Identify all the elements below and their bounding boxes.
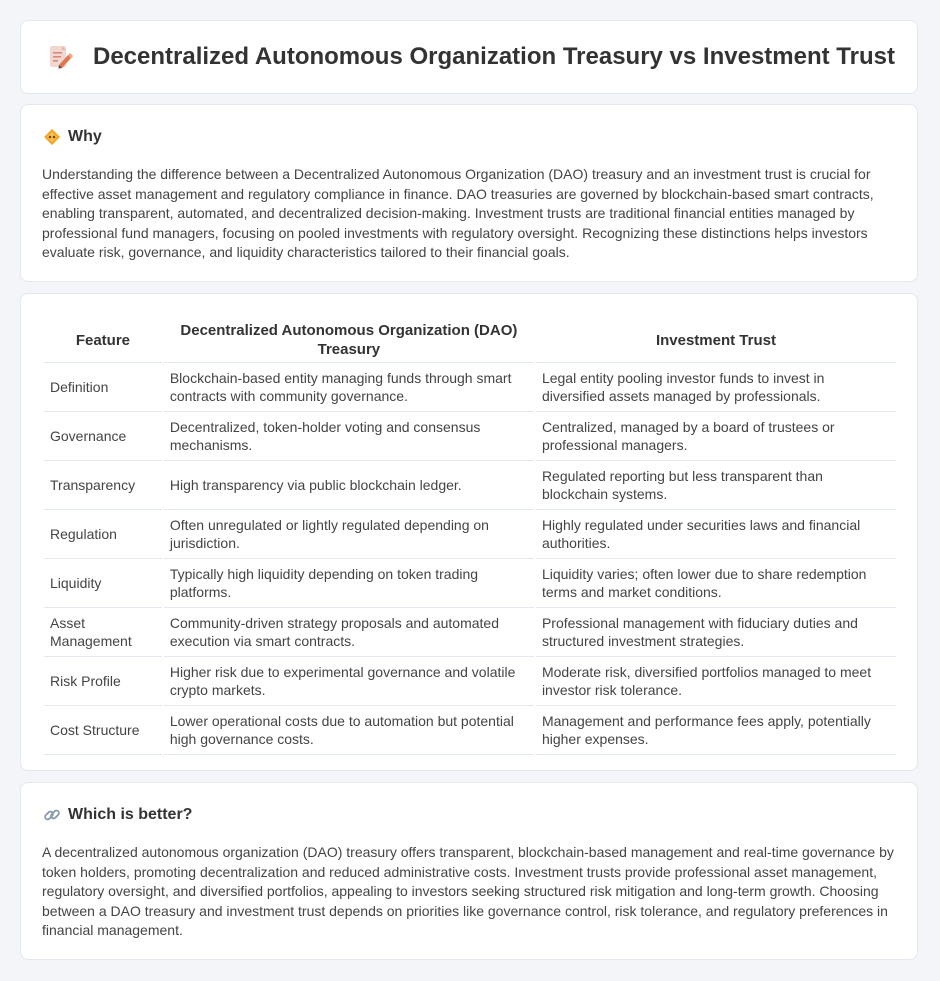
dao-cell: Community-driven strategy proposals and automated execution via smart contracts.	[164, 608, 534, 657]
feature-cell: Risk Profile	[44, 657, 162, 706]
header-dao: Decentralized Autonomous Organization (DAO) Treasury	[164, 312, 534, 363]
feature-cell: Cost Structure	[44, 706, 162, 755]
better-text: A decentralized autonomous organization (DAO) treasury offers transparent, blockchain-based management and real-time governance by token holders, promoting decentralization and reduced administrative costs. Investment trusts provide professional asset management, regulatory oversight, and diversified portfolios, appealing to investors seeking structured risk mitigation and long-term growth. Choosing between a DAO treasury and investment trust depends on priorities like governance control, risk tolerance, and regulatory preferences in financial management.	[42, 844, 894, 938]
feature-cell: Transparency	[44, 461, 162, 510]
trust-cell: Legal entity pooling investor funds to invest in diversified assets managed by professionals.	[536, 363, 896, 412]
table-row	[44, 412, 896, 461]
page-title: Decentralized Autonomous Organization Treasury vs Investment Trust	[93, 43, 895, 70]
dao-cell: Often unregulated or lightly regulated depending on jurisdiction.	[164, 510, 534, 559]
header-feature: Feature	[44, 312, 162, 363]
table-row	[44, 510, 896, 559]
feature-cell: Liquidity	[44, 559, 162, 608]
why-header	[43, 128, 102, 146]
why-section	[20, 104, 918, 282]
trust-cell: Management and performance fees apply, potentially higher expenses.	[536, 706, 896, 755]
trust-cell: Regulated reporting but less transparent than blockchain systems.	[536, 461, 896, 510]
which-better-section	[20, 782, 918, 960]
dao-cell: Blockchain-based entity managing funds through smart contracts with community governance.	[164, 363, 534, 412]
table-row	[44, 363, 896, 412]
feature-cell: Regulation	[44, 510, 162, 559]
feature-cell: Governance	[44, 412, 162, 461]
document-pencil-icon	[47, 44, 73, 70]
title-row	[21, 21, 917, 93]
comparison-section	[20, 293, 918, 771]
table-row	[44, 559, 896, 608]
feature-cell: Asset Management	[44, 608, 162, 657]
dao-cell: Decentralized, token-holder voting and consensus mechanisms.	[164, 412, 534, 461]
table-row	[44, 608, 896, 657]
table-row	[44, 706, 896, 755]
feature-cell: Definition	[44, 363, 162, 412]
title-card	[20, 20, 918, 94]
dao-cell: Higher risk due to experimental governance and volatile crypto markets.	[164, 657, 534, 706]
trust-cell: Highly regulated under securities laws and financial authorities.	[536, 510, 896, 559]
better-header	[43, 806, 192, 824]
diamond-icon	[43, 128, 61, 146]
trust-cell: Liquidity varies; often lower due to share redemption terms and market conditions.	[536, 559, 896, 608]
why-heading: Why	[68, 128, 102, 145]
comparison-table	[42, 312, 898, 755]
dao-cell: Typically high liquidity depending on token trading platforms.	[164, 559, 534, 608]
table-row	[44, 657, 896, 706]
link-icon	[43, 806, 61, 824]
dao-cell: High transparency via public blockchain ledger.	[164, 461, 534, 510]
header-trust: Investment Trust	[536, 312, 896, 363]
trust-cell: Professional management with fiduciary duties and structured investment strategies.	[536, 608, 896, 657]
trust-cell: Moderate risk, diversified portfolios managed to meet investor risk tolerance.	[536, 657, 896, 706]
dao-cell: Lower operational costs due to automation but potential high governance costs.	[164, 706, 534, 755]
better-heading: Which is better?	[68, 806, 193, 823]
table-header-row	[44, 312, 896, 363]
table-row	[44, 461, 896, 510]
why-text: Understanding the difference between a Decentralized Autonomous Organization (DAO) treasury and an investment trust is crucial for effective asset management and regulatory compliance in finance. DAO treasuries are governed by blockchain-based smart contracts, enabling transparent, automated, and decentralized decision-making. Investment trusts are traditional financial entities managed by professional fund managers, focusing on pooled investments with regulatory oversight. Recognizing these distinctions helps investors evaluate risk, governance, and liquidity characteristics tailored to their financial goals.	[42, 166, 874, 260]
trust-cell: Centralized, managed by a board of trustees or professional managers.	[536, 412, 896, 461]
